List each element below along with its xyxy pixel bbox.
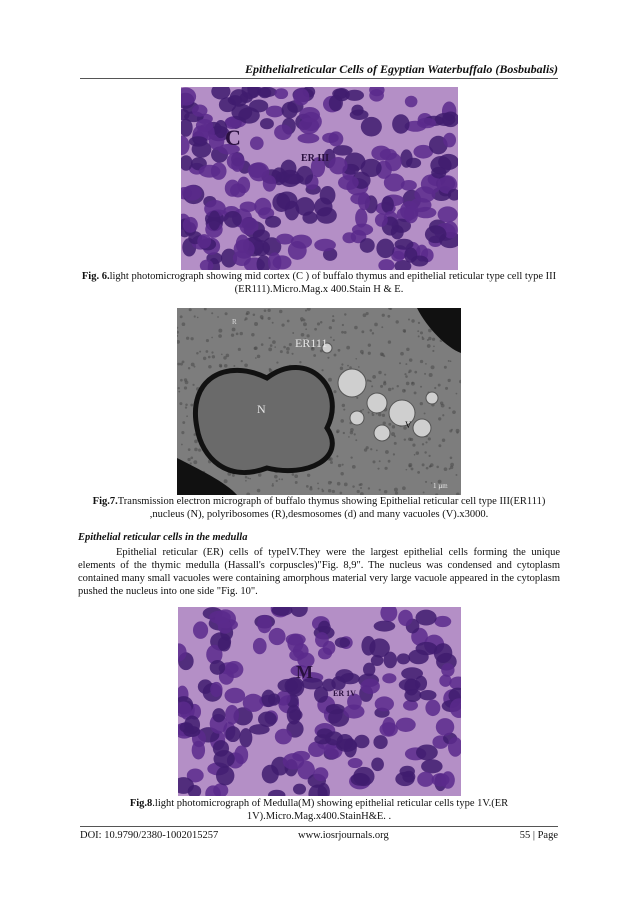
figure-7-label-ribosome: R xyxy=(232,318,237,326)
figure-7-scale-bar: 1 µm xyxy=(433,482,448,490)
header-divider xyxy=(80,78,558,79)
section-heading: Epithelial reticular cells in the medulla xyxy=(78,532,248,543)
figure-8-label-cell: ER 1V xyxy=(333,689,356,698)
figure-6-image xyxy=(181,87,458,270)
figure-7-micrograph xyxy=(177,308,461,495)
footer-page: 55 | Page xyxy=(519,830,558,841)
figure-7-caption xyxy=(78,495,560,521)
figure-8-micrograph xyxy=(178,607,461,796)
running-title: Epithelialreticular Cells of Egyptian Waterbuffalo (Bosbubalis) xyxy=(244,62,558,76)
figure-6-caption-text: light photomicrograph showing mid cortex (C ) of buffalo thymus and epithelial reticular type cell type III (ER111).Micro.Mag.x 400.Stain H & E. xyxy=(109,271,557,295)
figure-7-label-nucleus: N xyxy=(257,402,266,416)
figure-7-label-cell: ER111 xyxy=(295,336,328,350)
footer-divider xyxy=(80,826,558,827)
section-paragraph: Epithelial reticular (ER) cells of typeIV.They were the largest epithelial cells forming the unique elements of the thymic medulla (Hassall's corpuscles)"Fig. 8,9". The nucleus was condensed and cytoplasm contained many small vacuoles were containing amorphous material very large vacuole appeared in the cytoplasm pushed the nucleus into one side "Fig. 10". xyxy=(78,547,560,597)
figure-6-micrograph xyxy=(181,87,458,270)
figure-7-caption-lead: Fig.7. xyxy=(92,496,118,507)
figure-6-caption-lead: Fig. 6. xyxy=(81,271,110,282)
figure-8-image xyxy=(178,607,461,796)
figure-6-caption xyxy=(78,270,560,296)
figure-8-caption xyxy=(78,797,560,823)
footer-doi: DOI: 10.9790/2380-1002015257 xyxy=(80,830,219,841)
footer-site: www.iosrjournals.org xyxy=(298,830,389,841)
figure-8-label-region: M xyxy=(296,662,313,682)
figure-6-label-region: C xyxy=(225,125,241,150)
figure-6-label-cell: ER III xyxy=(301,153,330,164)
figure-8-caption-lead: Fig.8 xyxy=(129,798,153,809)
figure-8-caption-text: .light photomicrograph of Medulla(M) showing epithelial reticular cells type 1V.(ER 1V).Micro.Mag.x400.StainH&E. . xyxy=(152,798,509,822)
figure-7-caption-text: Transmission electron micrograph of buffalo thymus showing Epithelial reticular cell type III(ER111) ,nucleus (N), polyribosomes (R),desmosomes (d) and many vacuoles (V).x3000. xyxy=(117,496,546,520)
figure-7-label-vacuole: V xyxy=(405,420,412,430)
